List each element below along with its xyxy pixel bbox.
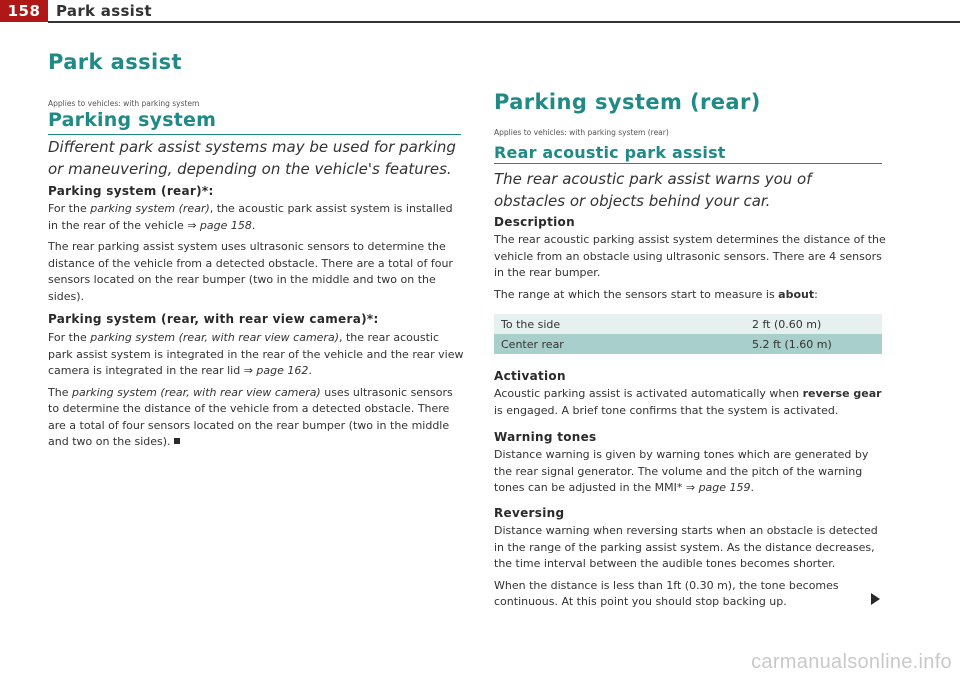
paragraph: For the parking system (rear, with rear view camera), the rear acoustic park assist system is integrated in the rear of the vehicle and the rear view camera is integrated in the rear lid ⇒ page 162. bbox=[48, 331, 464, 377]
subheading-parking-rear-camera: Parking system (rear, with rear view camera)*: bbox=[48, 312, 379, 326]
subheading-reversing: Reversing bbox=[494, 506, 565, 520]
continue-arrow-icon bbox=[871, 593, 880, 605]
table-cell-label: To the side bbox=[494, 314, 745, 334]
table-row bbox=[494, 314, 882, 334]
body-reversing bbox=[494, 523, 886, 611]
section-title-left: Parking system bbox=[48, 109, 217, 131]
paragraph: The rear parking assist system uses ultrasonic sensors to determine the distance of the vehicle from a detected obstacle. There are a total of four sensors located on the rear bumper (two in the middle and two on the sides). bbox=[48, 240, 453, 303]
paragraph: Distance warning when reversing starts when an obstacle is detected in the range of the parking assist system. As the distance decreases, the time interval between the audible tones becomes shorter. bbox=[494, 524, 878, 570]
paragraph: Distance warning is given by warning tones which are generated by the rear signal generator. The volume and the pitch of the warning tones can be adjusted in the MMI* ⇒ page 159. bbox=[494, 448, 869, 494]
header-divider bbox=[48, 21, 960, 23]
page-reference[interactable]: ⇒ page 158 bbox=[187, 218, 252, 232]
body-warning-tones bbox=[494, 447, 886, 497]
end-of-section-mark bbox=[174, 438, 180, 444]
table-cell-value: 5.2 ft (1.60 m) bbox=[745, 334, 882, 354]
watermark: carmanualsonline.info bbox=[751, 651, 952, 673]
applies-note-left: Applies to vehicles: with parking system bbox=[48, 99, 200, 108]
chapter-title-left: Park assist bbox=[48, 50, 182, 74]
body-description bbox=[494, 232, 886, 303]
subheading-warning-tones: Warning tones bbox=[494, 430, 597, 444]
body-parking-rear bbox=[48, 201, 466, 305]
table-cell-value: 2 ft (0.60 m) bbox=[745, 314, 882, 334]
running-title: Park assist bbox=[56, 2, 152, 20]
paragraph: Acoustic parking assist is activated automatically when reverse gear is engaged. A brief tone confirms that the system is activated. bbox=[494, 387, 882, 417]
subheading-activation: Activation bbox=[494, 369, 566, 383]
paragraph: The rear acoustic parking assist system determines the distance of the vehicle from an obstacle using ultrasonic sensors. There are 4 sensors in the rear bumper. bbox=[494, 233, 886, 279]
section-lead-left: Different park assist systems may be used for parking or maneuvering, depending on the vehicle's features. bbox=[48, 138, 456, 178]
applies-note-right: Applies to vehicles: with parking system (rear) bbox=[494, 128, 669, 137]
paragraph: When the distance is less than 1ft (0.30 m), the tone becomes continuous. At this point you should stop backing up. bbox=[494, 578, 839, 608]
page-number: 158 bbox=[0, 0, 48, 22]
subheading-description: Description bbox=[494, 215, 575, 229]
body-parking-rear-camera bbox=[48, 330, 466, 451]
table-row bbox=[494, 334, 882, 354]
section-divider-left bbox=[48, 134, 461, 135]
section-title-right: Rear acoustic park assist bbox=[494, 143, 726, 162]
sensor-range-table bbox=[494, 314, 882, 354]
subheading-parking-rear: Parking system (rear)*: bbox=[48, 184, 214, 198]
page-reference[interactable]: ⇒ page 159 bbox=[685, 481, 751, 494]
table-cell-label: Center rear bbox=[494, 334, 745, 354]
section-lead-right: The rear acoustic park assist warns you of obstacles or objects behind your car. bbox=[494, 170, 812, 210]
paragraph: For the parking system (rear), the acoustic park assist system is installed in the rear of the vehicle ⇒ page 158. bbox=[48, 202, 453, 232]
chapter-title-right: Parking system (rear) bbox=[494, 90, 761, 114]
page-reference[interactable]: ⇒ page 162 bbox=[243, 364, 309, 377]
paragraph: The parking system (rear, with rear view camera) uses ultrasonic sensors to determine the distance of the vehicle from a detected obstacle. There are a total of four sensors located on the rear bumper (two in the middle and two on the sides). bbox=[48, 385, 453, 448]
paragraph: The range at which the sensors start to measure is about: bbox=[494, 287, 818, 301]
section-divider-right bbox=[494, 163, 882, 164]
body-activation bbox=[494, 386, 886, 419]
